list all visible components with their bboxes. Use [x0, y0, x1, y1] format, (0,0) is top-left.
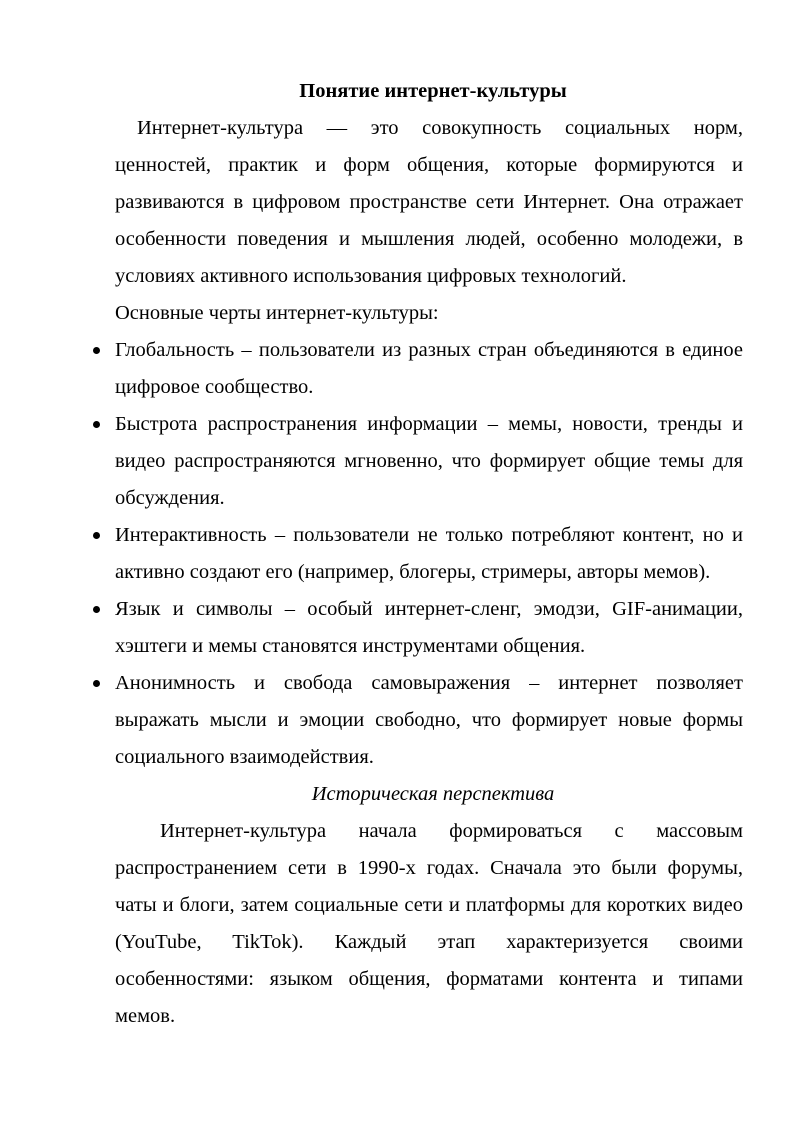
- bullet-icon: [93, 680, 100, 687]
- list-item: [115, 517, 743, 591]
- list-item: [115, 591, 743, 665]
- list-item-text: Анонимность и свобода самовыражения – интернет позволяет выражать мысли и эмоции свободно, что формирует новые формы социального взаимодействия.: [115, 672, 743, 768]
- list-item-text: Глобальность – пользователи из разных стран объединяются в единое цифровое сообщество.: [115, 339, 743, 398]
- bullet-icon: [93, 347, 100, 354]
- list-item: [115, 332, 743, 406]
- list-item: [115, 406, 743, 517]
- bullet-icon: [93, 532, 100, 539]
- document-title: Понятие интернет-культуры: [299, 80, 567, 102]
- list-item-text: Язык и символы – особый интернет-сленг, эмодзи, GIF-анимации, хэштеги и мемы становятся инструментами общения.: [115, 598, 743, 657]
- bullet-icon: [93, 421, 100, 428]
- historical-paragraph: Интернет-культура начала формироваться с массовым распространением сети в 1990-х годах. Сначала это были форумы, чаты и блоги, затем социальные сети и платформы для коротких видео (YouTube, TikTok). Каждый этап характеризуется своими особенностями: языком общения, форматами контента и типами мемов.: [115, 820, 743, 1027]
- list-item: [115, 665, 743, 776]
- features-heading: Основные черты интернет-культуры:: [115, 302, 439, 324]
- bullet-icon: [93, 606, 100, 613]
- list-item-text: Быстрота распространения информации – мемы, новости, тренды и видео распространяются мгновенно, что формирует общие темы для обсуждения.: [115, 413, 743, 509]
- features-list: [115, 332, 743, 776]
- document-page: [115, 73, 743, 1035]
- intro-paragraph: Интернет-культура — это совокупность социальных норм, ценностей, практик и форм общения, которые формируются и развиваются в цифровом пространстве сети Интернет. Она отражает особенности поведения и мышления людей, особенно молодежи, в условиях активного использования цифровых технологий.: [115, 117, 743, 287]
- historical-subtitle: Историческая перспектива: [311, 783, 555, 805]
- list-item-text: Интерактивность – пользователи не только потребляют контент, но и активно создают его (например, блогеры, стримеры, авторы мемов).: [115, 524, 743, 583]
